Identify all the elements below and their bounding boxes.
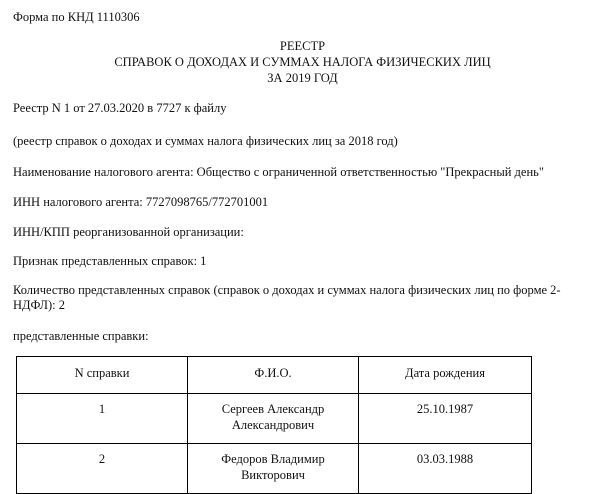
table-header-row	[17, 357, 532, 394]
cell-name: Сергеев Александр Александрович	[188, 394, 359, 444]
submitted-count: Количество представленных справок (справок о доходах и суммах налога физических лиц по форме 2-НДФЛ): 2	[13, 283, 561, 312]
title-line-3: ЗА 2019 ГОД	[267, 71, 338, 85]
registry-number: Реестр N 1 от 27.03.2020 в 7727 к файлу	[13, 101, 227, 115]
cell-birth-date: 25.10.1987	[359, 394, 532, 444]
header-number: N справки	[17, 357, 188, 394]
form-code: Форма по КНД 1110306	[13, 10, 140, 24]
title-line-2: СПРАВОК О ДОХОДАХ И СУММАХ НАЛОГА ФИЗИЧЕСКИХ ЛИЦ	[114, 55, 491, 69]
reorg-inn: ИНН/КПП реорганизованной организации:	[13, 225, 244, 239]
certificates-table	[16, 356, 532, 494]
header-name: Ф.И.О.	[188, 357, 359, 394]
cell-birth-date: 03.03.1988	[359, 444, 532, 494]
table-row	[17, 394, 532, 444]
submitted-sign: Признак представленных справок: 1	[13, 254, 207, 268]
cell-name: Федоров Владимир Викторович	[188, 444, 359, 494]
agent-name: Наименование налогового агента: Общество с ограниченной ответственностью "Прекрасный день"	[13, 165, 544, 179]
submitted-label: представленные справки:	[13, 329, 149, 343]
cell-number: 2	[17, 444, 188, 494]
agent-inn: ИНН налогового агента: 7727098765/772701001	[13, 195, 269, 209]
title-line-1: РЕЕСТР	[279, 39, 326, 53]
registry-note: (реестр справок о доходах и суммах налога физических лиц за 2018 год)	[13, 134, 398, 148]
cell-number: 1	[17, 394, 188, 444]
table-row	[17, 444, 532, 494]
header-birth-date: Дата рождения	[359, 357, 532, 394]
